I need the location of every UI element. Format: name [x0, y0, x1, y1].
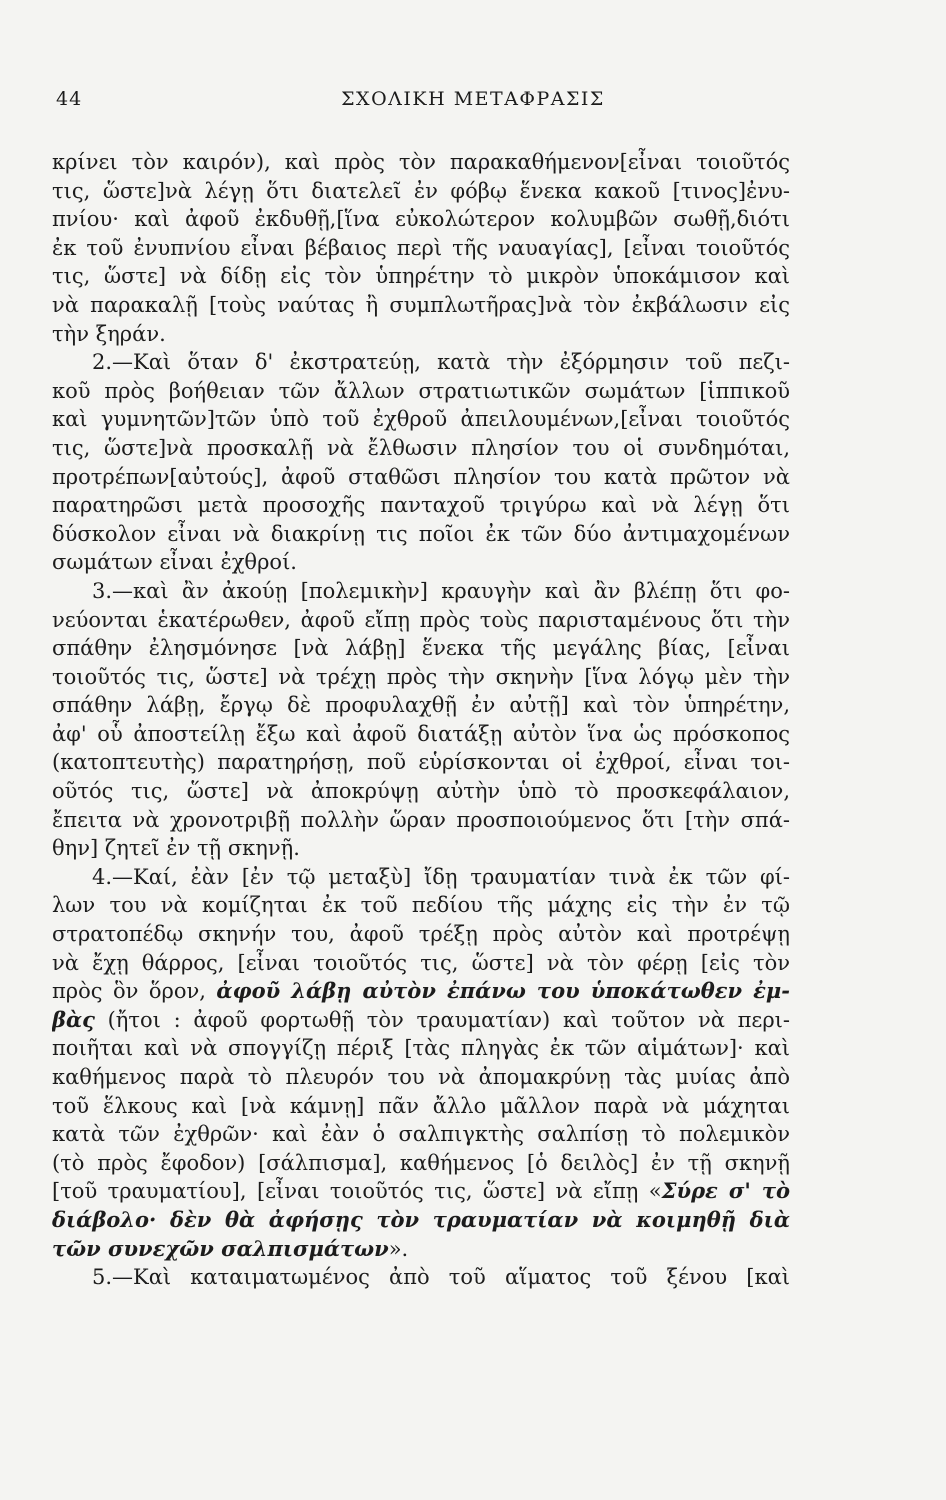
- text-line: [52, 1120, 790, 1149]
- line-text: τις, ὥστε] νὰ δίδῃ εἰς τὸν ὑπηρέτην τὸ μικρὸν ὑποκάμισον καὶ: [52, 264, 790, 289]
- line-text: δύσκολον εἶναι νὰ διακρίνῃ τις ποῖοι ἐκ τῶν δύο ἀντιμαχομένων: [52, 521, 790, 546]
- text-line: [52, 663, 790, 692]
- text-line: [52, 691, 790, 720]
- line-text: κοῦ πρὸς βοήθειαν τῶν ἄλλων στρατιωτικῶν σωμάτων [ἱππικοῦ: [52, 378, 790, 403]
- line-text: 4.—Καί, ἐὰν [ἐν τῷ μεταξὺ] ἴδῃ τραυματίαν τινὰ ἐκ τῶν φί-: [92, 864, 790, 889]
- line-text: προτρέπων[αὐτούς], ἀφοῦ σταθῶσι πλησίον του κατὰ πρῶτον νὰ: [52, 464, 790, 489]
- text-line: [52, 1063, 790, 1092]
- line-text: καθήμενος παρὰ τὸ πλευρόν του νὰ ἀπομακρύνῃ τὰς μυίας ἀπὸ: [52, 1065, 790, 1089]
- running-title: ΣΧΟΛΙΚΗ ΜΕΤΑΦΡΑΣΙΣ: [341, 88, 605, 110]
- text-line: [52, 1149, 790, 1178]
- text-line: [52, 777, 790, 806]
- text-line: [52, 1034, 790, 1063]
- line-text: τοῦ ἕλκους καὶ [νὰ κάμνῃ] πᾶν ἄλλο μᾶλλον παρὰ νὰ μάχηται: [52, 1093, 790, 1118]
- line-text: τις, ὥστε]νὰ προσκαλῇ νὰ ἔλθωσιν πλησίον του οἱ συνδημόται,: [52, 435, 790, 460]
- text-line: [52, 606, 790, 635]
- line-text: (τὸ πρὸς ἔφοδον) [σάλπισμα], καθήμενος [ὁ δειλὸς] ἐν τῇ σκηνῇ: [52, 1150, 790, 1175]
- text-line: [52, 1263, 790, 1292]
- text-line: [52, 1206, 790, 1235]
- text-line: [52, 205, 790, 234]
- text-line: [52, 548, 790, 577]
- line-text: (κατοπτευτὴς) παρατηρήσῃ, ποῦ εὑρίσκονται οἱ ἐχθροί, εἶναι τοι-: [52, 750, 790, 775]
- text-line: [52, 405, 790, 434]
- text-line: [52, 720, 790, 749]
- text-line: [52, 834, 790, 863]
- line-text: νὰ παρακαλῇ [τοὺς ναύτας ἢ συμπλωτῆρας]νὰ τὸν ἐκβάλωσιν εἰς: [52, 292, 790, 317]
- line-text: νεύονται ἑκατέρωθεν, ἀφοῦ εἴπῃ πρὸς τοὺς παρισταμένους ὅτι τὴν: [52, 607, 790, 632]
- line-text: στρατοπέδῳ σκηνήν του, ἀφοῦ τρέξῃ πρὸς αὐτὸν καὶ προτρέψῃ: [52, 922, 790, 947]
- line-text: πρὸς ὃν ὅρον,: [52, 979, 217, 1004]
- text-line: [52, 348, 790, 377]
- line-text: τις, ὥστε]νὰ λέγῃ ὅτι διατελεῖ ἐν φόβῳ ἕνεκα κακοῦ [τινος]ἐνυ-: [52, 178, 790, 203]
- text-line: [52, 977, 790, 1006]
- page-number: 44: [56, 88, 83, 110]
- body-text: [52, 148, 790, 1292]
- text-line: [52, 1006, 790, 1035]
- line-text: ποιῆται καὶ νὰ σπογγίζῃ πέριξ [τὰς πληγὰς ἐκ τῶν αἱμάτων]· καὶ: [52, 1036, 790, 1061]
- emphasized-text: τῶν συνεχῶν σαλπισμάτων: [52, 1235, 389, 1261]
- line-text: σπάθην ἐλησμόνησε [νὰ λάβῃ] ἕνεκα τῆς μεγάλης βίας, [εἶναι: [52, 636, 790, 661]
- text-line: [52, 863, 790, 892]
- text-line: [52, 577, 790, 606]
- line-text: ἀφ' οὗ ἀποστείλῃ ἔξω καὶ ἀφοῦ διατάξῃ αὐτὸν ἵνα ὡς πρόσκοπος: [52, 721, 790, 746]
- line-text: [τοῦ τραυματίου], [εἶναι τοιοῦτός τις, ὥστε] νὰ εἴπῃ «: [52, 1179, 662, 1204]
- text-line: [52, 634, 790, 663]
- emphasized-text: βὰς: [52, 1006, 95, 1032]
- line-text: λων του νὰ κομίζηται ἐκ τοῦ πεδίου τῆς μάχης εἰς τὴν ἐν τῷ: [52, 893, 790, 918]
- line-text: παρατηρῶσι μετὰ προσοχῆς πανταχοῦ τριγύρω καὶ νὰ λέγῃ ὅτι: [52, 493, 790, 518]
- line-text: 5.—Καὶ καταιματωμένος ἀπὸ τοῦ αἵματος τοῦ ξένου [καὶ: [92, 1265, 790, 1290]
- text-line: [52, 1177, 790, 1206]
- line-text: κρίνει τὸν καιρόν), καὶ πρὸς τὸν παρακαθήμενον[εἶναι τοιοῦτός: [52, 150, 790, 174]
- line-text: ἐκ τοῦ ἐνυπνίου εἶναι βέβαιος περὶ τῆς ναυαγίας], [εἶναι τοιοῦτός: [52, 235, 790, 260]
- emphasized-text: Σύρε σ' τὸ: [661, 1178, 790, 1204]
- text-line: [52, 920, 790, 949]
- line-text: (ἤτοι : ἀφοῦ φορτωθῇ τὸν τραυματίαν) καὶ τοῦτον νὰ περι-: [94, 1007, 790, 1032]
- line-text: 2.—Καὶ ὅταν δ' ἐκστρατεύῃ, κατὰ τὴν ἐξόρμησιν τοῦ πεζι-: [92, 350, 790, 375]
- line-text: καὶ γυμνητῶν]τῶν ὑπὸ τοῦ ἐχθροῦ ἀπειλουμένων,[εἶναι τοιοῦτός: [52, 407, 790, 432]
- line-text: νὰ ἔχῃ θάρρος, [εἶναι τοιοῦτός τις, ὥστε] νὰ τὸν φέρῃ [εἰς τὸν: [52, 950, 790, 975]
- text-line: [52, 320, 790, 349]
- text-line: [52, 377, 790, 406]
- text-line: [52, 491, 790, 520]
- text-line: [52, 177, 790, 206]
- text-line: [52, 148, 790, 177]
- text-line: [52, 291, 790, 320]
- text-line: [52, 806, 790, 835]
- line-text: ἔπειτα νὰ χρονοτριβῇ πολλὴν ὥραν προσποιούμενος ὅτι [τὴν σπά-: [52, 807, 790, 832]
- line-text: τὴν ξηράν.: [52, 321, 166, 346]
- text-line: [52, 891, 790, 920]
- emphasized-text: διάβολο· δὲν θὰ ἀφήσῃς τὸν τραυματίαν νὰ κοιμηθῇ διὰ: [52, 1206, 790, 1232]
- line-text: θην] ζητεῖ ἐν τῇ σκηνῇ.: [52, 836, 300, 861]
- text-line: [52, 748, 790, 777]
- line-text: πνίου· καὶ ἀφοῦ ἐκδυθῇ,[ἵνα εὐκολώτερον κολυμβῶν σωθῇ,διότι: [52, 207, 790, 232]
- line-text: οῦτός τις, ὥστε] νὰ ἀποκρύψῃ αὐτὴν ὑπὸ τὸ προσκεφάλαιον,: [52, 779, 790, 804]
- emphasized-text: ἀφοῦ λάβῃ αὐτὸν ἐπάνω του ὑποκάτωθεν ἐμ-: [216, 978, 790, 1004]
- line-text: τοιοῦτός τις, ὥστε] νὰ τρέχῃ πρὸς τὴν σκηνὴν [ἵνα λόγῳ μὲν τὴν: [52, 664, 790, 689]
- text-line: [52, 463, 790, 492]
- text-line: [52, 1092, 790, 1121]
- line-text: ».: [388, 1236, 409, 1261]
- text-line: [52, 949, 790, 978]
- line-text: σωμάτων εἶναι ἐχθροί.: [52, 550, 297, 575]
- text-line: [52, 434, 790, 463]
- running-header: [56, 88, 890, 118]
- line-text: σπάθην λάβῃ, ἔργῳ δὲ προφυλαχθῇ ἐν αὐτῇ] καὶ τὸν ὑπηρέτην,: [52, 693, 790, 718]
- text-line: [52, 234, 790, 263]
- text-line: [52, 262, 790, 291]
- line-text: κατὰ τῶν ἐχθρῶν· καὶ ἐὰν ὁ σαλπιγκτὴς σαλπίσῃ τὸ πολεμικὸν: [52, 1122, 790, 1147]
- text-line: [52, 520, 790, 549]
- text-line: [52, 1235, 790, 1264]
- line-text: 3.—καὶ ἂν ἀκούῃ [πολεμικὴν] κραυγὴν καὶ ἂν βλέπῃ ὅτι φο-: [92, 578, 790, 603]
